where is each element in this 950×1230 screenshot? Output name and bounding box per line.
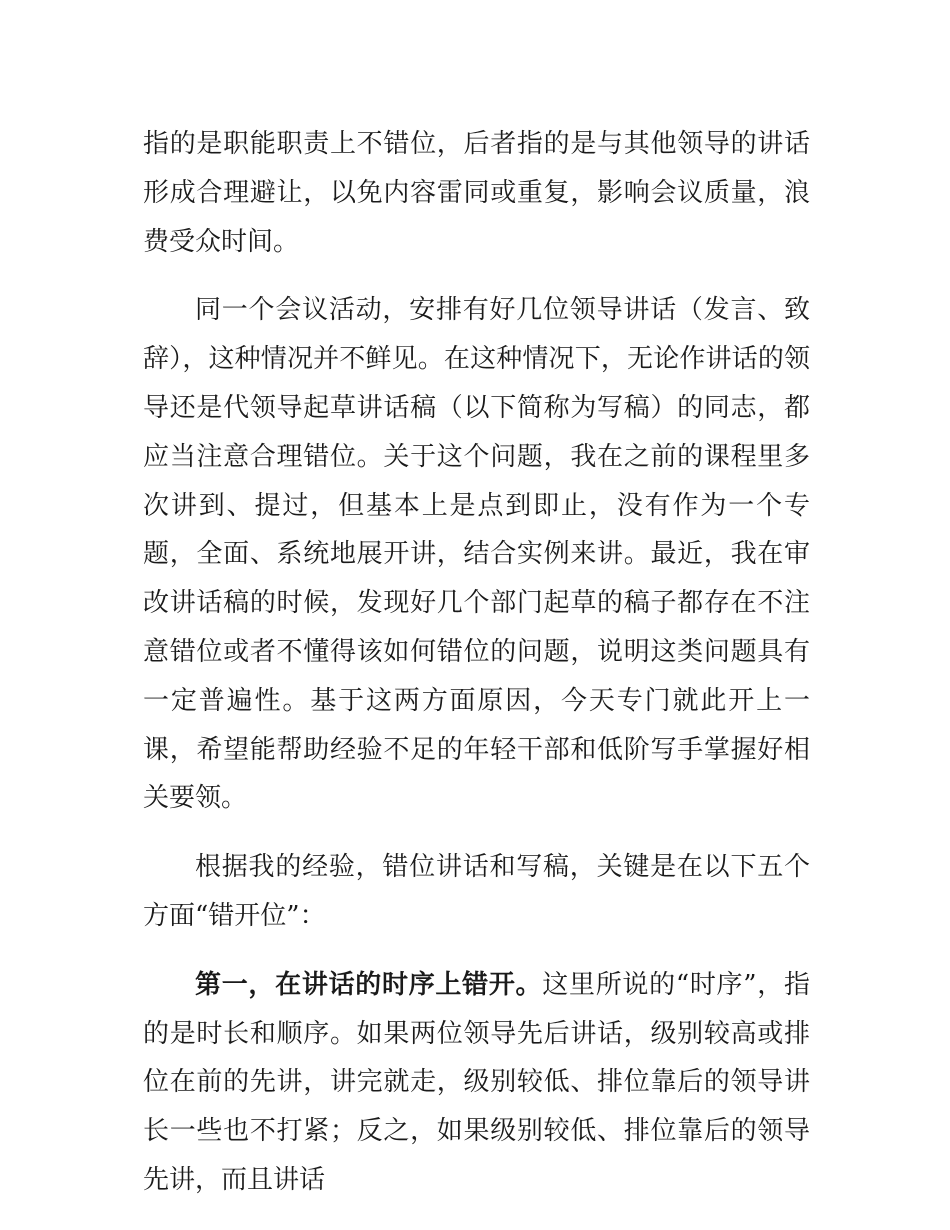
paragraph-text: 指的是职能职责上不错位，后者指的是与其他领导的讲话形成合理避让，以免内容雷同或重复，影响会议质量，浪费受众时间。 [143,129,810,257]
paragraph-text: 同一个会议活动，安排有好几位领导讲话（发言、致辞），这种情况并不鲜见。在这种情况下，无论作讲话的领导还是代领导起草讲话稿（以下简称为写稿）的同志，都应当注意合理错位。关于这个问题，我在之前的课程里多次讲到、提过，但基本上是点到即止，没有作为一个专题，全面、系统地展开讲，结合实例来讲。最近，我在审改讲话稿的时候，发现好几个部门起草的稿子都存在不注意错位或者不懂得该如何错位的问题，说明这类问题具有一定普遍性。基于这两方面原因，今天专门就此开上一课，希望能帮助经验不足的年轻干部和低阶写手掌握好相关要领。 [143,295,810,814]
paragraph-text: 根据我的经验，错位讲话和写稿，关键是在以下五个方面“错开位”： [143,852,810,931]
paragraph-text: 这里所说的“时序”，指的是时长和顺序。如果两位领导先后讲话，级别较高或排位在前的先讲，讲完就走，级别较低、排位靠后的领导讲长一些也不打紧；反之，如果级别较低、排位靠后的领导先讲，而且讲话 [143,969,810,1195]
point-heading: 第一，在讲话的时序上错开。 [195,969,543,1000]
paragraph-point-one [143,961,810,1205]
paragraph-background [143,286,810,823]
paragraph-intro [143,843,810,941]
paragraph-continuation [143,120,810,266]
document-body [143,120,810,1205]
